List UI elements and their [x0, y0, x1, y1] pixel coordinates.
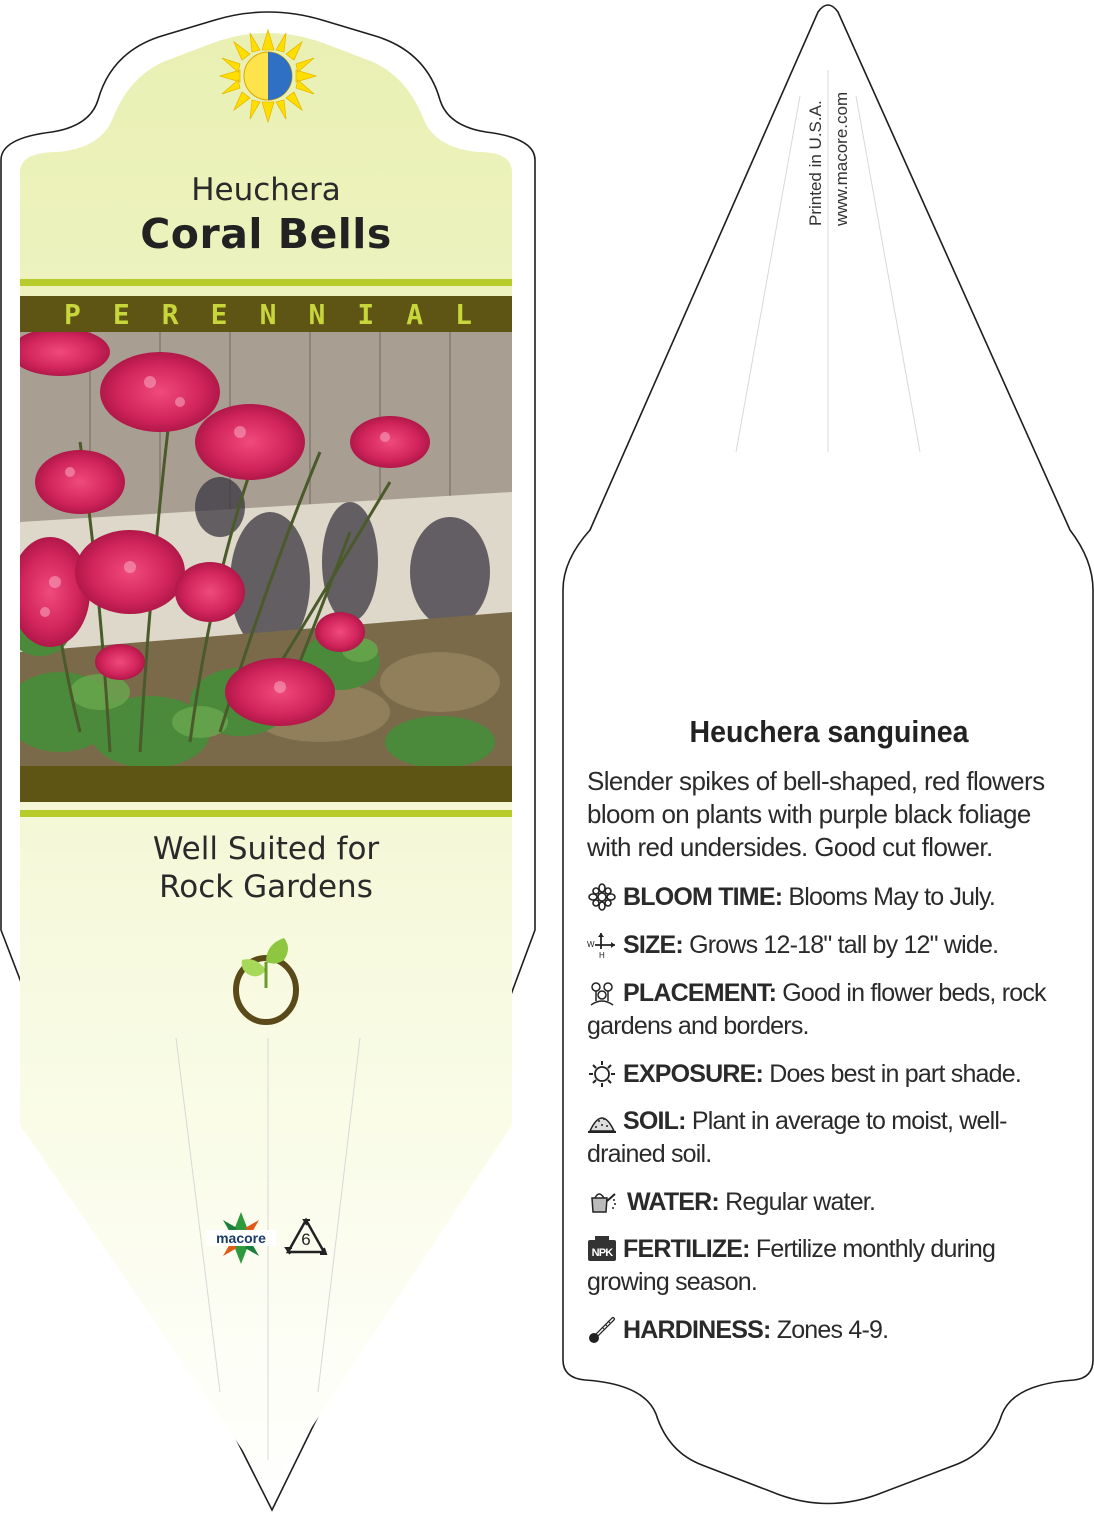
care-label: BLOOM TIME: — [623, 883, 783, 911]
thermometer-icon — [587, 1316, 617, 1344]
care-value: Blooms May to July. — [788, 883, 996, 911]
care-value: Grows 12-18" tall by 12" wide. — [689, 931, 999, 959]
care-value: Fertilize monthly during growing season. — [587, 1235, 996, 1296]
plant-genus: Heuchera — [191, 172, 341, 208]
species-name: Heuchera sanguinea — [689, 714, 969, 749]
soil-icon — [587, 1107, 617, 1135]
category-letter: I — [357, 297, 375, 331]
category-letter: R — [161, 297, 179, 331]
category-letter: E — [112, 297, 130, 331]
care-label: WATER: — [627, 1188, 719, 1216]
care-exposure — [587, 1058, 1067, 1091]
macore-logo-text: macore — [206, 1230, 276, 1246]
care-label: HARDINESS: — [623, 1316, 771, 1344]
plant-common-name: Coral Bells — [140, 210, 392, 258]
care-label: PLACEMENT: — [623, 979, 777, 1007]
care-value: Good in flower beds, rock gardens and borders. — [587, 979, 1046, 1040]
tagline-line-2: Rock Gardens — [159, 869, 373, 905]
flower-icon — [587, 883, 617, 911]
care-fertilize — [587, 1233, 1067, 1299]
category-letter: P — [64, 297, 81, 331]
care-size — [587, 929, 1067, 962]
care-value: Regular water. — [725, 1188, 876, 1216]
care-value: Does best in part shade. — [769, 1060, 1022, 1088]
watering-can-icon — [587, 1188, 617, 1216]
care-value: Plant in average to moist, well-drained soil. — [587, 1107, 1007, 1168]
category-letter: L — [455, 297, 472, 331]
placement-icon — [587, 979, 617, 1007]
tagline-line-1: Well Suited for — [152, 831, 380, 867]
plant-description: Slender spikes of bell-shaped, red flowers bloom on plants with purple black foliage with red undersides. Good cut flower. — [587, 766, 1045, 862]
care-label: SIZE: — [623, 931, 683, 959]
care-value: Zones 4-9. — [776, 1316, 889, 1344]
care-hardiness — [587, 1314, 1067, 1347]
care-bloom-time — [587, 881, 1067, 914]
size-icon — [587, 931, 617, 959]
category-letter: A — [406, 297, 424, 331]
care-label: SOIL: — [623, 1107, 686, 1135]
category-letter: N — [308, 297, 326, 331]
care-label: EXPOSURE: — [623, 1060, 764, 1088]
category-letter: N — [259, 297, 277, 331]
svg-text:H: H — [599, 951, 604, 959]
printed-in-usa: Printed in U.S.A. — [806, 100, 825, 226]
care-soil — [587, 1105, 1067, 1171]
recycle-code: 6 — [301, 1230, 311, 1249]
care-label: FERTILIZE: — [623, 1235, 750, 1263]
care-placement — [587, 977, 1067, 1043]
sun-icon — [587, 1060, 617, 1088]
category-letter: E — [210, 297, 228, 331]
care-water — [587, 1186, 1067, 1219]
npk-icon — [587, 1235, 617, 1263]
svg-text:NPK: NPK — [591, 1247, 613, 1259]
website-url: www.macore.com — [832, 91, 851, 226]
svg-text:W: W — [587, 940, 594, 949]
